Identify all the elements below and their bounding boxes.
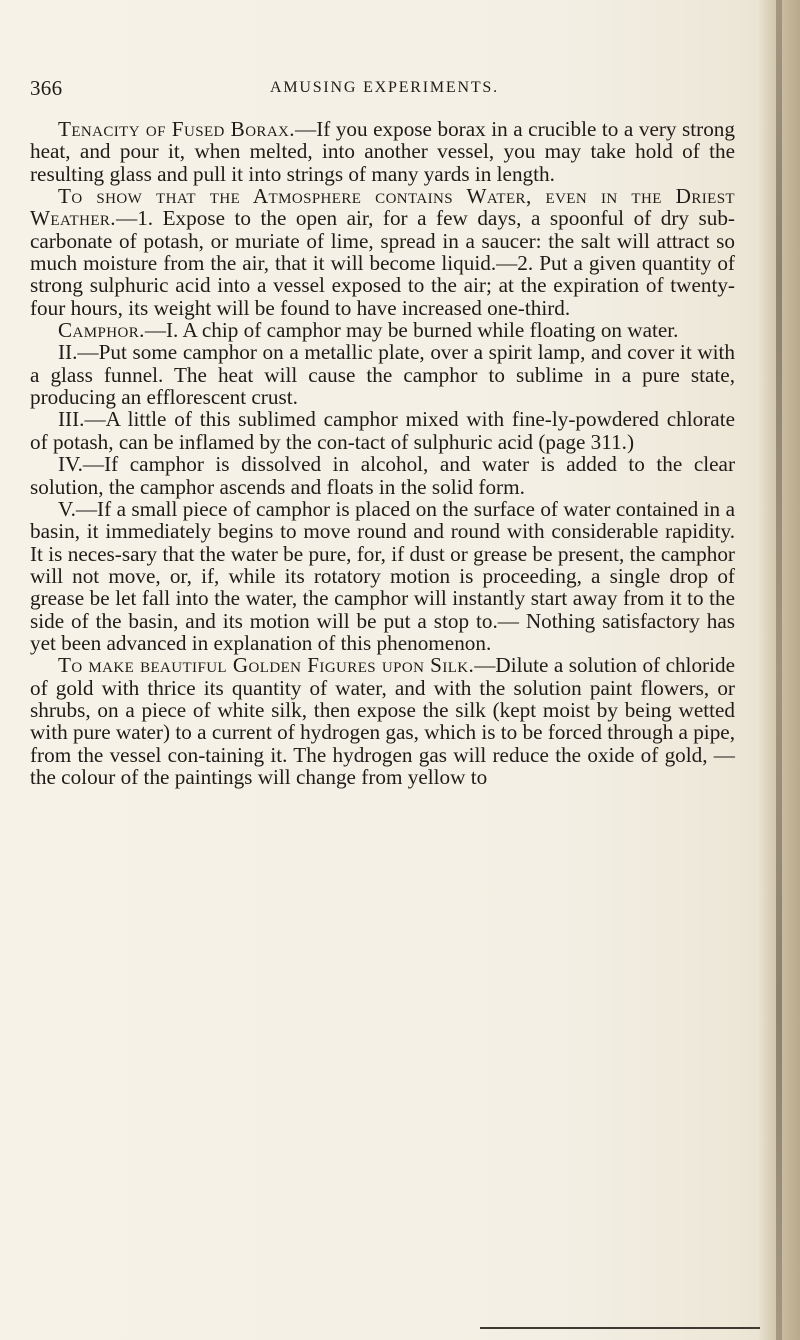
page-text [30, 118, 735, 788]
paragraph-camphor-2 [30, 341, 735, 408]
paragraph-atmosphere-water [30, 185, 735, 319]
page-edge-shadow [758, 0, 800, 1340]
paragraph-camphor-5 [30, 498, 735, 654]
paragraph-camphor-4 [30, 453, 735, 498]
paragraph-heading: To make beautiful Golden Figures upon Silk. [58, 653, 475, 678]
paragraph-heading: To show that the Atmosphere contains Water, even in the Driest Weather. [30, 184, 735, 231]
paragraph-body: —Dilute a solution of chloride of gold with thrice its quantity of water, and with the solution paint flowers, or shrubs, on a piece of white silk, then expose the silk (kept moist by being wetted with pure water) to a current of hydrogen gas, which is to be forced through a pipe, from the vessel con-taining it. The hydrogen gas will reduce the oxide of gold, —the colour of the paintings will change from yellow to [30, 653, 735, 789]
page-header [30, 76, 710, 104]
paragraph-heading: Tenacity of Fused Borax. [58, 117, 295, 141]
paragraph-camphor-3 [30, 408, 735, 453]
paragraph-body: —If you expose borax in a crucible to a very strong heat, and pour it, when melted, into another vessel, you may take hold of the resulting glass and pull it into strings of many yards in length. [30, 117, 735, 186]
paragraph-body: III.—A little of this sublimed camphor mixed with fine-ly-powdered chlorate of potash, can be inflamed by the con-tact of sulphuric acid (page 311.) [30, 407, 735, 454]
paragraph-body: V.—If a small piece of camphor is placed on the surface of water contained in a basin, it immediately begins to move round and round with considerable rapidity. It is neces-sary that the water be pure, for, if dust or grease be present, the camphor will not move, or, if, while its rotatory motion is proceeding, a single drop of grease be let fall into the water, the camphor will instantly start away from it to the side of the basin, and its motion will be put a stop to.— Nothing satisfactory has yet been advanced in explanation of this phenomenon. [30, 496, 735, 655]
paragraph-borax [30, 118, 735, 185]
paragraph-body: —1. Expose to the open air, for a few days, a spoonful of dry sub-carbonate of potash, or muriate of lime, spread in a saucer: the salt will attract so much moisture from the air, that it will become liquid.—2. Put a given quantity of strong sulphuric acid into a vessel exposed to the air; at the expiration of twenty-four hours, its weight will be found to have increased one-third. [30, 206, 735, 320]
paragraph-body: —I. A chip of camphor may be burned while floating on water. [144, 318, 679, 343]
paragraph-heading: Camphor. [58, 318, 145, 343]
paragraph-body: IV.—If camphor is dissolved in alcohol, and water is added to the clear solution, the camphor ascends and floats in the solid form. [30, 452, 735, 499]
paragraph-body: II.—Put some camphor on a metallic plate, over a spirit lamp, and cover it with a glass funnel. The heat will cause the camphor to sublime in a pure state, producing an efflorescent crust. [30, 340, 735, 410]
page-number: 366 [30, 76, 63, 100]
running-head: AMUSING EXPERIMENTS. [270, 79, 499, 96]
paragraph-golden-figures [30, 654, 735, 788]
paragraph-camphor-1 [30, 319, 735, 341]
bottom-rule [480, 1327, 760, 1329]
